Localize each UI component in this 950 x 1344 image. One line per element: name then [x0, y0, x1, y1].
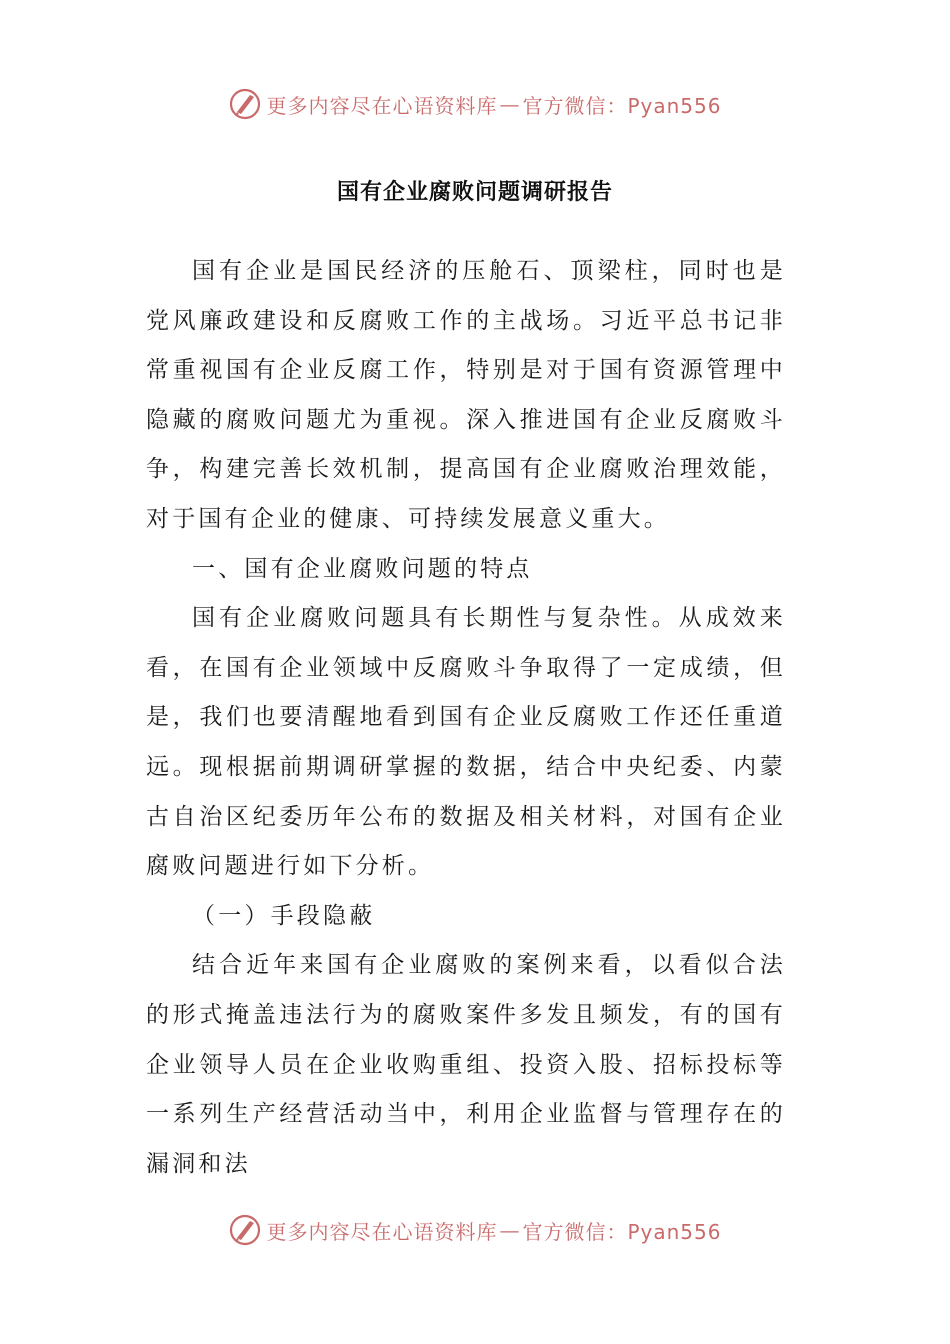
paragraph-hidden-means: 结合近年来国有企业腐败的案例来看，以看似合法的形式掩盖违法行为的腐败案件多发且频发，有的国有企业领导人员在企业收购重组、投资入股、招标投标等一系列生产经营活动当中，利用企业监督与管理存在的漏洞和法 — [146, 952, 786, 1177]
document-body — [146, 247, 786, 1189]
watermark-brand: 更多内容尽在心语资料库 — [266, 93, 498, 118]
footer-watermark — [0, 1210, 950, 1250]
quill-pen-icon — [228, 87, 262, 121]
watermark-dash: — — [499, 1218, 521, 1242]
watermark-dash: — — [499, 92, 521, 116]
subsection-heading-1: （一）手段隐蔽 — [192, 902, 376, 929]
paragraph-intro: 国有企业是国民经济的压舱石、顶梁柱，同时也是党风廉政建设和反腐败工作的主战场。习近平总书记非常重视国有企业反腐工作，特别是对于国有资源管理中隐藏的腐败问题尤为重视。深入推进国有企业反腐败斗争，构建完善长效机制，提高国有企业腐败治理效能，对于国有企业的健康、可持续发展意义重大。 — [146, 258, 786, 532]
section-heading-1: 一、国有企业腐败问题的特点 — [192, 555, 533, 582]
document-title: 国有企业腐败问题调研报告 — [336, 180, 613, 205]
watermark-brand: 更多内容尽在心语资料库 — [266, 1219, 498, 1244]
quill-pen-icon — [228, 1213, 262, 1247]
watermark-contact: 官方微信：Pyan556 — [522, 1219, 722, 1244]
watermark-contact: 官方微信：Pyan556 — [522, 93, 722, 118]
header-watermark — [0, 84, 950, 124]
paragraph-analysis: 国有企业腐败问题具有长期性与复杂性。从成效来看，在国有企业领域中反腐败斗争取得了一定成绩，但是，我们也要清醒地看到国有企业反腐败工作还任重道远。现根据前期调研掌握的数据，结合中央纪委、内蒙古自治区纪委历年公布的数据及相关材料，对国有企业腐败问题进行如下分析。 — [146, 605, 786, 880]
